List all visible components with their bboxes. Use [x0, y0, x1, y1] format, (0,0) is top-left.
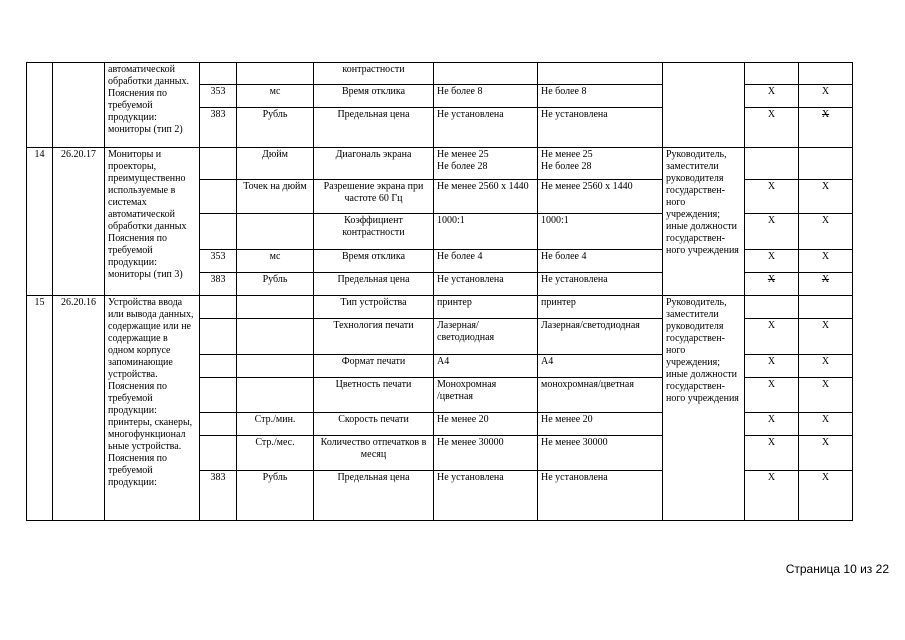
characteristic-name: контрастности — [314, 63, 434, 85]
unit-name — [237, 378, 314, 413]
value-2: Не менее 20 — [538, 413, 663, 436]
mark-2 — [799, 296, 853, 319]
unit-name: Рубль — [237, 471, 314, 521]
value-2: Не установлена — [538, 108, 663, 148]
characteristic-name: Технология печати — [314, 319, 434, 355]
value-2: Не более 8 — [538, 85, 663, 108]
okpd-code: 26.20.16 — [53, 296, 105, 521]
row-number — [27, 63, 53, 148]
product-description: автоматической обработки данных. Пояснения по требуемой продукции: мониторы (тип 2) — [105, 63, 200, 148]
table-row — [27, 148, 853, 180]
characteristic-name: Тип устройства — [314, 296, 434, 319]
value-1: Лазерная/ светодиодная — [434, 319, 538, 355]
characteristic-name: Время отклика — [314, 85, 434, 108]
characteristic-name: Предельная цена — [314, 108, 434, 148]
okei-code — [200, 355, 237, 378]
value-1: 1000:1 — [434, 214, 538, 250]
value-2: принтер — [538, 296, 663, 319]
characteristic-name: Диагональ экрана — [314, 148, 434, 180]
table-row — [27, 296, 853, 319]
okei-code: 353 — [200, 250, 237, 273]
value-1: принтер — [434, 296, 538, 319]
value-2: Не менее 30000 — [538, 436, 663, 471]
row-number: 14 — [27, 148, 53, 296]
mark-2 — [799, 108, 853, 148]
okpd-code — [53, 63, 105, 148]
table-row — [27, 63, 853, 85]
value-2: Лазерная/светодиодная — [538, 319, 663, 355]
x-mark: X — [821, 414, 830, 425]
value-2: монохромная/цветная — [538, 378, 663, 413]
value-1: Не установлена — [434, 108, 538, 148]
characteristic-name: Время отклика — [314, 250, 434, 273]
x-mark: X — [821, 472, 830, 483]
x-mark: X — [821, 251, 830, 262]
value-2: Не менее 2560 x 1440 — [538, 180, 663, 214]
x-mark: X — [821, 379, 830, 390]
product-description: Мониторы и проекторы, преимущественно используемые в системах автоматической обработки данных Пояснения по требуемой продукции: мониторы (тип 3) — [105, 148, 200, 296]
characteristic-name: Количество отпечатков в месяц — [314, 436, 434, 471]
x-mark: X — [767, 109, 776, 120]
mark-2 — [799, 319, 853, 355]
characteristic-name: Предельная цена — [314, 471, 434, 521]
x-mark-struck: X — [767, 274, 776, 285]
value-2: А4 — [538, 355, 663, 378]
okei-code — [200, 413, 237, 436]
value-1: Не менее 20 — [434, 413, 538, 436]
mark-1 — [745, 319, 799, 355]
x-mark: X — [767, 251, 776, 262]
characteristic-name: Разрешение экрана при частоте 60 Гц — [314, 180, 434, 214]
unit-name — [237, 319, 314, 355]
okei-code: 383 — [200, 471, 237, 521]
page-counter: Страница 10 из 22 — [785, 562, 889, 576]
mark-2 — [799, 471, 853, 521]
requirements-table — [26, 62, 853, 521]
characteristic-name: Формат печати — [314, 355, 434, 378]
okei-code: 383 — [200, 108, 237, 148]
x-mark: X — [821, 181, 830, 192]
value-1: Не более 8 — [434, 85, 538, 108]
okpd-code: 26.20.17 — [53, 148, 105, 296]
mark-1 — [745, 250, 799, 273]
unit-name — [237, 355, 314, 378]
mark-1 — [745, 148, 799, 180]
value-2: Не более 4 — [538, 250, 663, 273]
mark-2 — [799, 413, 853, 436]
x-mark: X — [821, 320, 830, 331]
okei-code — [200, 319, 237, 355]
mark-1 — [745, 214, 799, 250]
mark-1 — [745, 180, 799, 214]
position-group: Руководитель, заместители руководителя государствен-ного учреждения; иные должности государствен-ного учреждения — [663, 148, 745, 296]
value-1: А4 — [434, 355, 538, 378]
okei-code — [200, 214, 237, 250]
x-mark: X — [767, 356, 776, 367]
mark-1 — [745, 413, 799, 436]
x-mark: X — [767, 472, 776, 483]
okei-code: 383 — [200, 273, 237, 296]
x-mark: X — [767, 86, 776, 97]
value-2: Не установлена — [538, 273, 663, 296]
mark-1 — [745, 355, 799, 378]
value-2: 1000:1 — [538, 214, 663, 250]
x-mark: X — [821, 437, 830, 448]
mark-1 — [745, 273, 799, 296]
mark-1 — [745, 108, 799, 148]
x-mark-struck: X — [821, 109, 830, 120]
position-group — [663, 63, 745, 148]
characteristic-name: Скорость печати — [314, 413, 434, 436]
mark-2 — [799, 63, 853, 85]
mark-1 — [745, 85, 799, 108]
unit-name: Стр./мес. — [237, 436, 314, 471]
characteristic-name: Предельная цена — [314, 273, 434, 296]
mark-2 — [799, 85, 853, 108]
okei-code — [200, 148, 237, 180]
value-1 — [434, 63, 538, 85]
mark-1 — [745, 471, 799, 521]
mark-2 — [799, 273, 853, 296]
okei-code — [200, 378, 237, 413]
value-1: Не установлена — [434, 471, 538, 521]
mark-2 — [799, 180, 853, 214]
x-mark: X — [767, 215, 776, 226]
value-2: Не менее 25 Не более 28 — [538, 148, 663, 180]
x-mark: X — [767, 320, 776, 331]
x-mark: X — [767, 414, 776, 425]
unit-name: Дюйм — [237, 148, 314, 180]
x-mark: X — [767, 379, 776, 390]
position-group: Руководитель, заместители руководителя государствен-ного учреждения; иные должности государствен-ного учреждения — [663, 296, 745, 521]
x-mark: X — [767, 437, 776, 448]
unit-name: мс — [237, 250, 314, 273]
mark-1 — [745, 378, 799, 413]
x-mark: X — [821, 215, 830, 226]
mark-1 — [745, 63, 799, 85]
okei-code — [200, 296, 237, 319]
unit-name: Рубль — [237, 108, 314, 148]
okei-code — [200, 63, 237, 85]
value-2 — [538, 63, 663, 85]
unit-name — [237, 296, 314, 319]
value-1: Не менее 30000 — [434, 436, 538, 471]
value-1: Не менее 25 Не более 28 — [434, 148, 538, 180]
okei-code — [200, 180, 237, 214]
okei-code: 353 — [200, 85, 237, 108]
unit-name — [237, 214, 314, 250]
x-mark: X — [821, 356, 830, 367]
unit-name: Точек на дюйм — [237, 180, 314, 214]
value-1: Не установлена — [434, 273, 538, 296]
product-description: Устройства ввода или вывода данных, содержащие или не содержащие в одном корпусе запоминающие устройства. Пояснения по требуемой продукции: принтеры, сканеры, многофункционал ьные устройства. Пояснения по требуемой продукции: — [105, 296, 200, 521]
unit-name: Рубль — [237, 273, 314, 296]
mark-2 — [799, 148, 853, 180]
mark-2 — [799, 250, 853, 273]
x-mark: X — [767, 181, 776, 192]
unit-name: Стр./мин. — [237, 413, 314, 436]
value-2: Не установлена — [538, 471, 663, 521]
x-mark: X — [821, 86, 830, 97]
mark-2 — [799, 436, 853, 471]
unit-name: мс — [237, 85, 314, 108]
x-mark-struck: X — [821, 274, 830, 285]
value-1: Не более 4 — [434, 250, 538, 273]
characteristic-name: Цветность печати — [314, 378, 434, 413]
mark-1 — [745, 296, 799, 319]
mark-1 — [745, 436, 799, 471]
unit-name — [237, 63, 314, 85]
value-1: Не менее 2560 x 1440 — [434, 180, 538, 214]
characteristic-name: Коэффициент контрастности — [314, 214, 434, 250]
mark-2 — [799, 214, 853, 250]
row-number: 15 — [27, 296, 53, 521]
mark-2 — [799, 355, 853, 378]
okei-code — [200, 436, 237, 471]
value-1: Монохромная /цветная — [434, 378, 538, 413]
mark-2 — [799, 378, 853, 413]
